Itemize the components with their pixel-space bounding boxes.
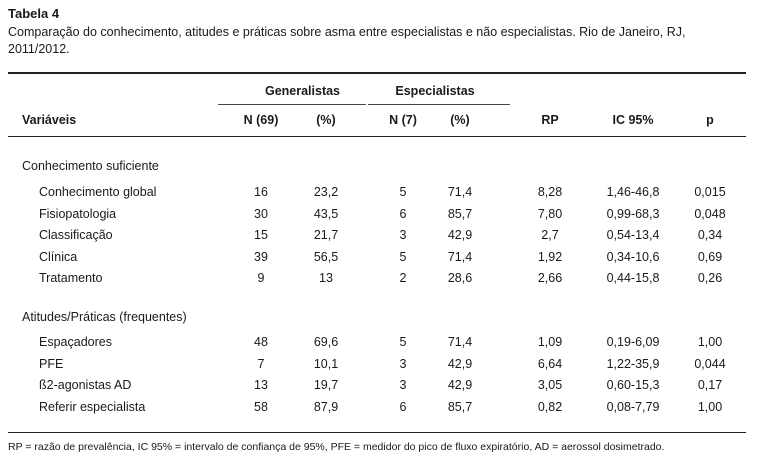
cell-n-especialistas: 5: [399, 249, 407, 264]
cell-pct-especialistas: 42,9: [447, 228, 473, 243]
cell-p: 0,048: [694, 206, 726, 221]
cell-n-generalistas: 39: [254, 249, 268, 264]
cell-rp: 0,82: [537, 399, 563, 414]
cell-rp: 3,05: [537, 378, 563, 393]
cell-p: 0,26: [697, 271, 723, 286]
cell-n-generalistas: 7: [257, 356, 265, 371]
group-underline-especialistas: [368, 104, 510, 105]
top-rule: [8, 72, 746, 74]
cell-p: 0,17: [697, 378, 723, 393]
cell-variavel: Clínica: [39, 249, 78, 264]
cell-rp: 1,09: [537, 335, 563, 349]
column-header-p: p: [706, 113, 714, 127]
cell-pct-especialistas: 85,7: [447, 399, 473, 414]
group-underline-generalistas: [218, 104, 366, 105]
cell-variavel: Conhecimento global: [39, 185, 157, 199]
cell-rp: 2,66: [537, 271, 563, 286]
cell-pct-especialistas: 28,6: [447, 271, 473, 286]
cell-pct-especialistas: 71,4: [447, 335, 473, 349]
section-label-atitudes: Atitudes/Práticas (frequentes): [22, 310, 187, 324]
cell-pct-generalistas: 69,6: [313, 335, 339, 349]
table-title: Tabela 4: [8, 6, 60, 21]
cell-rp: 2,7: [541, 228, 559, 243]
bottom-rule: [8, 432, 746, 433]
cell-n-generalistas: 48: [254, 335, 268, 349]
cell-ic95: 1,46-46,8: [606, 185, 660, 199]
cell-n-especialistas: 6: [399, 206, 407, 221]
cell-ic95: 0,34-10,6: [606, 249, 660, 264]
cell-ic95: 0,54-13,4: [606, 228, 660, 243]
cell-n-generalistas: 13: [254, 378, 268, 393]
column-header-pct-generalistas: (%): [316, 113, 336, 127]
cell-pct-generalistas: 19,7: [313, 378, 339, 393]
header-rule: [8, 136, 746, 137]
cell-variavel: Tratamento: [39, 271, 103, 286]
cell-p: 0,34: [697, 228, 723, 243]
cell-variavel: Classificação: [39, 228, 113, 243]
group-header-generalistas: Generalistas: [264, 84, 341, 98]
cell-n-especialistas: 5: [399, 185, 407, 199]
table-footnote: RP = razão de prevalência, IC 95% = intervalo de confiança de 95%, PFE = medidor do pico de fluxo expiratório, AD = aerossol dosimetrado.: [8, 441, 665, 453]
column-header-rp: RP: [541, 113, 559, 127]
cell-pct-generalistas: 10,1: [313, 356, 339, 371]
cell-p: 0,015: [694, 185, 726, 199]
cell-p: 1,00: [697, 399, 723, 414]
cell-pct-generalistas: 43,5: [313, 206, 339, 221]
cell-pct-especialistas: 85,7: [447, 206, 473, 221]
cell-n-generalistas: 30: [254, 206, 268, 221]
cell-pct-especialistas: 42,9: [447, 356, 473, 371]
cell-pct-generalistas: 87,9: [313, 399, 339, 414]
cell-n-especialistas: 3: [399, 356, 407, 371]
column-header-n-generalistas: N (69): [243, 113, 279, 127]
cell-n-especialistas: 3: [399, 378, 407, 393]
cell-p: 0,69: [697, 249, 723, 264]
cell-pct-especialistas: 71,4: [447, 249, 473, 264]
cell-variavel: Espaçadores: [39, 335, 112, 349]
cell-n-especialistas: 2: [399, 271, 407, 286]
cell-rp: 1,92: [537, 249, 563, 264]
cell-n-generalistas: 9: [257, 271, 265, 286]
table-caption: Comparação do conhecimento, atitudes e práticas sobre asma entre especialistas e não especialistas. Rio de Janeiro, RJ, 2011/2012.: [8, 25, 686, 56]
cell-pct-generalistas: 21,7: [313, 228, 339, 243]
section-label-conhecimento: Conhecimento suficiente: [22, 159, 159, 173]
cell-n-especialistas: 3: [399, 228, 407, 243]
cell-p: 0,044: [694, 356, 726, 371]
column-header-variaveis: Variáveis: [22, 113, 77, 127]
cell-pct-especialistas: 71,4: [447, 185, 473, 199]
cell-n-generalistas: 58: [254, 399, 268, 414]
cell-ic95: 0,08-7,79: [606, 399, 660, 414]
column-header-ic95: IC 95%: [612, 113, 654, 127]
cell-rp: 6,64: [537, 356, 563, 371]
cell-variavel: Referir especialista: [39, 399, 146, 414]
cell-ic95: 0,60-15,3: [606, 378, 660, 393]
cell-ic95: 1,22-35,9: [606, 356, 660, 371]
cell-variavel: ß2-agonistas AD: [39, 378, 132, 393]
cell-rp: 7,80: [537, 206, 563, 221]
cell-ic95: 0,44-15,8: [606, 271, 660, 286]
cell-p: 1,00: [697, 335, 723, 349]
cell-ic95: 0,99-68,3: [606, 206, 660, 221]
cell-pct-generalistas: 23,2: [313, 185, 339, 199]
cell-variavel: Fisiopatologia: [39, 206, 117, 221]
cell-n-especialistas: 5: [399, 335, 407, 349]
cell-pct-generalistas: 56,5: [313, 249, 339, 264]
cell-pct-especialistas: 42,9: [447, 378, 473, 393]
cell-ic95: 0,19-6,09: [606, 335, 660, 349]
cell-n-generalistas: 15: [254, 228, 268, 243]
cell-pct-generalistas: 13: [319, 271, 333, 286]
cell-n-especialistas: 6: [399, 399, 407, 414]
cell-rp: 8,28: [537, 185, 563, 199]
column-header-pct-especialistas: (%): [450, 113, 470, 127]
cell-variavel: PFE: [39, 356, 64, 371]
group-header-especialistas: Especialistas: [395, 84, 475, 98]
cell-n-generalistas: 16: [254, 185, 268, 199]
column-header-n-especialistas: N (7): [389, 113, 417, 127]
